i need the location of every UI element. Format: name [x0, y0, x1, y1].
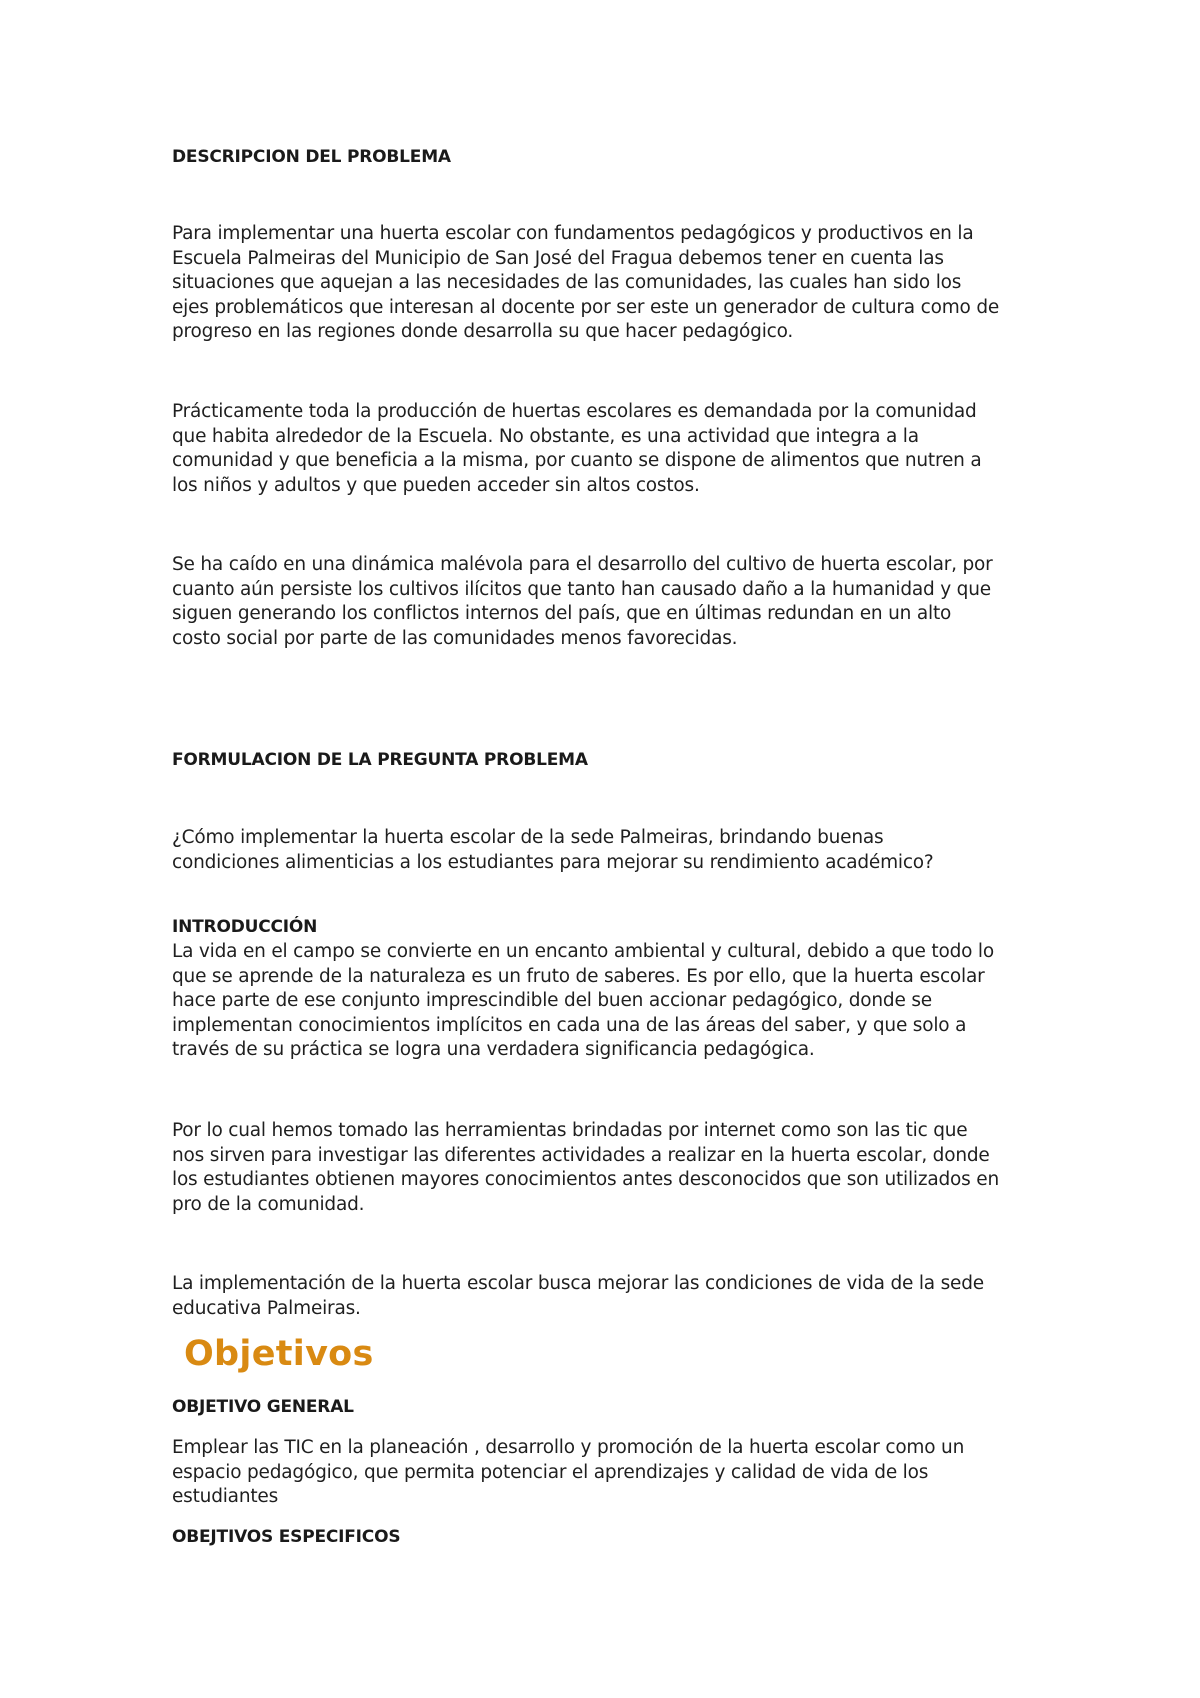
text-line: condiciones alimenticias a los estudiantes para mejorar su rendimiento académico?	[172, 851, 934, 873]
text-line: Escuela Palmeiras del Municipio de San José del Fragua debemos tener en cuenta las	[172, 247, 944, 269]
text-line: los estudiantes obtienen mayores conocimientos antes desconocidos que son utilizados en	[172, 1169, 999, 1191]
section-heading-descripcion: DESCRIPCION DEL PROBLEMA	[172, 147, 451, 167]
paragraph-descripcion-2	[172, 400, 1052, 498]
section-heading-formulacion: FORMULACION DE LA PREGUNTA PROBLEMA	[172, 750, 588, 770]
text-line: Se ha caído en una dinámica malévola para el desarrollo del cultivo de huerta escolar, por	[172, 554, 993, 575]
paragraph-descripcion-1	[172, 222, 1052, 345]
text-line: que se aprende de la naturaleza es un fruto de saberes. Es por ello, que la huerta escolar	[172, 965, 985, 987]
text-line: hace parte de ese conjunto imprescindible del buen accionar pedagógico, donde se	[172, 990, 932, 1012]
paragraph-introduccion-2	[172, 1119, 1052, 1217]
document-page	[172, 0, 1052, 1698]
objetivos-title: Objetivos	[184, 1334, 374, 1374]
text-line: espacio pedagógico, que permita potenciar el aprendizajes y calidad de vida de los	[172, 1461, 929, 1483]
text-line: estudiantes	[172, 1486, 279, 1508]
text-line: educativa Palmeiras.	[172, 1297, 361, 1319]
text-line: Prácticamente toda la producción de huertas escolares es demandada por la comunidad	[172, 401, 977, 422]
text-line: situaciones que aquejan a las necesidades de las comunidades, las cuales han sido los	[172, 272, 962, 294]
text-line: Emplear las TIC en la planeación , desarrollo y promoción de la huerta escolar como un	[172, 1437, 965, 1458]
text-line: nos sirven para investigar las diferentes actividades a realizar en la huerta escolar, donde	[172, 1144, 990, 1166]
text-line: través de su práctica se logra una verdadera significancia pedagógica.	[172, 1039, 815, 1061]
paragraph-pregunta	[172, 826, 1052, 875]
text-line: ejes problemáticos que interesan al docente por ser este un generador de cultura como de	[172, 296, 1000, 318]
paragraph-descripcion-3	[172, 553, 1052, 651]
section-heading-objetivo-general: OBJETIVO GENERAL	[172, 1397, 354, 1417]
text-line: comunidad y que beneficia a la misma, por cuanto se dispone de alimentos que nutren a	[172, 450, 982, 472]
text-line: progreso en las regiones donde desarrolla su que hacer pedagógico.	[172, 321, 794, 343]
text-line: siguen generando los conflictos internos del país, que en últimas redundan en un alto	[172, 603, 952, 625]
section-heading-objetivos-especificos: OBEJTIVOS ESPECIFICOS	[172, 1527, 401, 1547]
text-line: ¿Cómo implementar la huerta escolar de la sede Palmeiras, brindando buenas	[172, 827, 884, 848]
text-line: Para implementar una huerta escolar con fundamentos pedagógicos y productivos en la	[172, 223, 974, 244]
paragraph-objetivo-general	[172, 1436, 1052, 1510]
text-line: Por lo cual hemos tomado las herramientas brindadas por internet como son las tic que	[172, 1120, 968, 1141]
text-line: que habita alrededor de la Escuela. No obstante, es una actividad que integra a la	[172, 425, 919, 447]
paragraph-introduccion-1	[172, 940, 1052, 1063]
text-line: pro de la comunidad.	[172, 1193, 365, 1215]
text-line: cuanto aún persiste los cultivos ilícitos que tanto han causado daño a la humanidad y que	[172, 578, 991, 600]
paragraph-introduccion-3	[172, 1272, 1052, 1321]
text-line: La vida en el campo se convierte en un encanto ambiental y cultural, debido a que todo lo	[172, 941, 994, 962]
section-heading-introduccion: INTRODUCCIÓN	[172, 917, 318, 937]
text-line: La implementación de la huerta escolar busca mejorar las condiciones de vida de la sede	[172, 1273, 984, 1294]
text-line: implementan conocimientos implícitos en cada una de las áreas del saber, y que solo a	[172, 1014, 967, 1036]
text-line: los niños y adultos y que pueden acceder sin altos costos.	[172, 474, 700, 496]
text-line: costo social por parte de las comunidades menos favorecidas.	[172, 627, 738, 649]
